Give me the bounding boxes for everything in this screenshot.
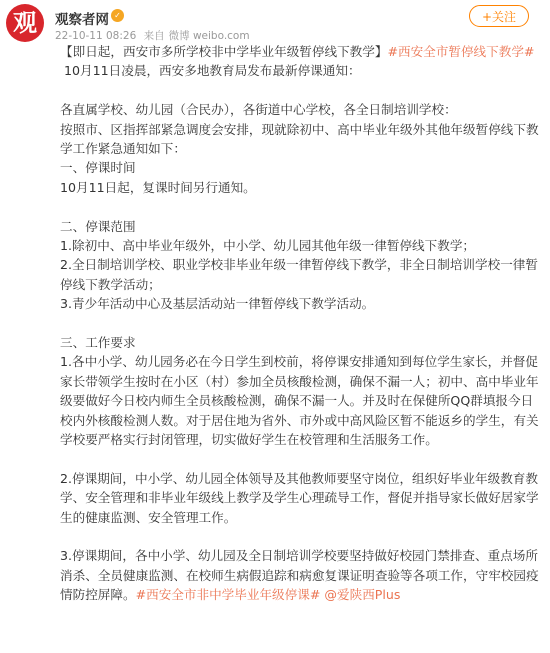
content-text: 【即日起，西安市多所学校非中学毕业年级暂停线下教学】 — [60, 44, 388, 59]
content-line: 按照市、区指挥部紧急调度会安排，现就除初中、高中毕业年级外其他年级暂停线下教 — [60, 121, 539, 137]
content-line: 学校要严格实行封闭管理，切实做好学生在校管理和生活服务工作。 — [60, 432, 438, 448]
source-prefix: 来自 — [143, 30, 165, 42]
hashtag-link[interactable]: #西安全市暂停线下教学# — [387, 44, 535, 59]
content-line: 学、安全管理和非毕业年级线上教学及学生心理疏导工作，督促并指导家长做好居家学 — [60, 490, 539, 506]
avatar[interactable]: 观 — [6, 4, 44, 42]
post-meta — [55, 28, 254, 43]
content-line: 2.全日制培训学校、职业学校非毕业年级一律暂停线下教学，非全日制培训学校一律暂 — [60, 257, 538, 273]
content-line — [60, 449, 545, 468]
content-line: 1.各中小学、幼儿园务必在今日学生到校前，将停课安排通知到每位学生家长，并督促 — [60, 354, 538, 370]
content-line: 各直属学校、幼儿园（合民办），各街道中心学校，各全日制培训学校： — [60, 102, 457, 118]
verified-icon: ✓ — [111, 9, 124, 22]
content-line: 一、停课时间 — [60, 160, 136, 176]
content-line: 1.除初中、高中毕业年级外，中小学、幼儿园其他年级一律暂停线下教学； — [60, 238, 476, 254]
content-line: 生的健康监测、安全管理工作。 — [60, 509, 237, 525]
content-line: 2.停课期间，中小学、幼儿园全体领导及其他教师要坚守岗位，组织好毕业年级教育教 — [60, 470, 538, 486]
content-line: 消杀、全员健康监测、在校师生病假追踪和病愈复课证明查验等各项工作，守牢校园疫 — [60, 567, 539, 583]
post-header — [0, 0, 550, 44]
post-content — [60, 42, 545, 605]
content-line: 级要做好今日校内师生全员核酸检测，确保不漏一人。并及时在保健所QQ群填报今日 — [60, 393, 534, 409]
content-line: 二、停课范围 — [60, 218, 136, 234]
content-line: 10月11日凌晨，西安多地教育局发布最新停课通知： — [60, 63, 361, 79]
content-text: 情防控屏障。 — [60, 587, 136, 603]
content-line: 家长带领学生按时在小区（村）参加全员核酸检测，确保不漏一人；初中、高中毕业年 — [60, 373, 539, 389]
hashtag-link[interactable]: #西安全市非中学毕业年级停课# — [135, 587, 321, 603]
content-line — [60, 314, 545, 333]
content-line — [60, 527, 545, 546]
content-line: 停线下教学活动； — [60, 276, 161, 292]
content-line — [60, 585, 545, 604]
follow-button[interactable]: +关注 — [469, 5, 529, 27]
post-source: 微博 weibo.com — [168, 30, 250, 42]
post-timestamp[interactable]: 22-10-11 08:26 — [55, 30, 137, 42]
content-line — [60, 42, 545, 61]
content-line: 校内外核酸检测人数。对于居住地为省外、市外或中高风险区暂不能返乡的学生，有关 — [60, 412, 539, 428]
content-line — [60, 81, 545, 100]
content-line: 三、工作要求 — [60, 335, 136, 351]
content-line: 3.停课期间，各中小学、幼儿园及全日制培训学校要坚持做好校园门禁排查、重点场所 — [60, 548, 538, 564]
content-line: 3.青少年活动中心及基层活动站一律暂停线下教学活动。 — [60, 296, 375, 312]
mention-link[interactable]: @爱陕西Plus — [324, 587, 401, 603]
content-line: 学工作紧急通知如下： — [60, 141, 186, 157]
author-name[interactable]: 观察者网 — [55, 12, 109, 28]
content-line — [60, 197, 545, 216]
content-line: 10月11日起，复课时间另行通知。 — [60, 179, 256, 195]
